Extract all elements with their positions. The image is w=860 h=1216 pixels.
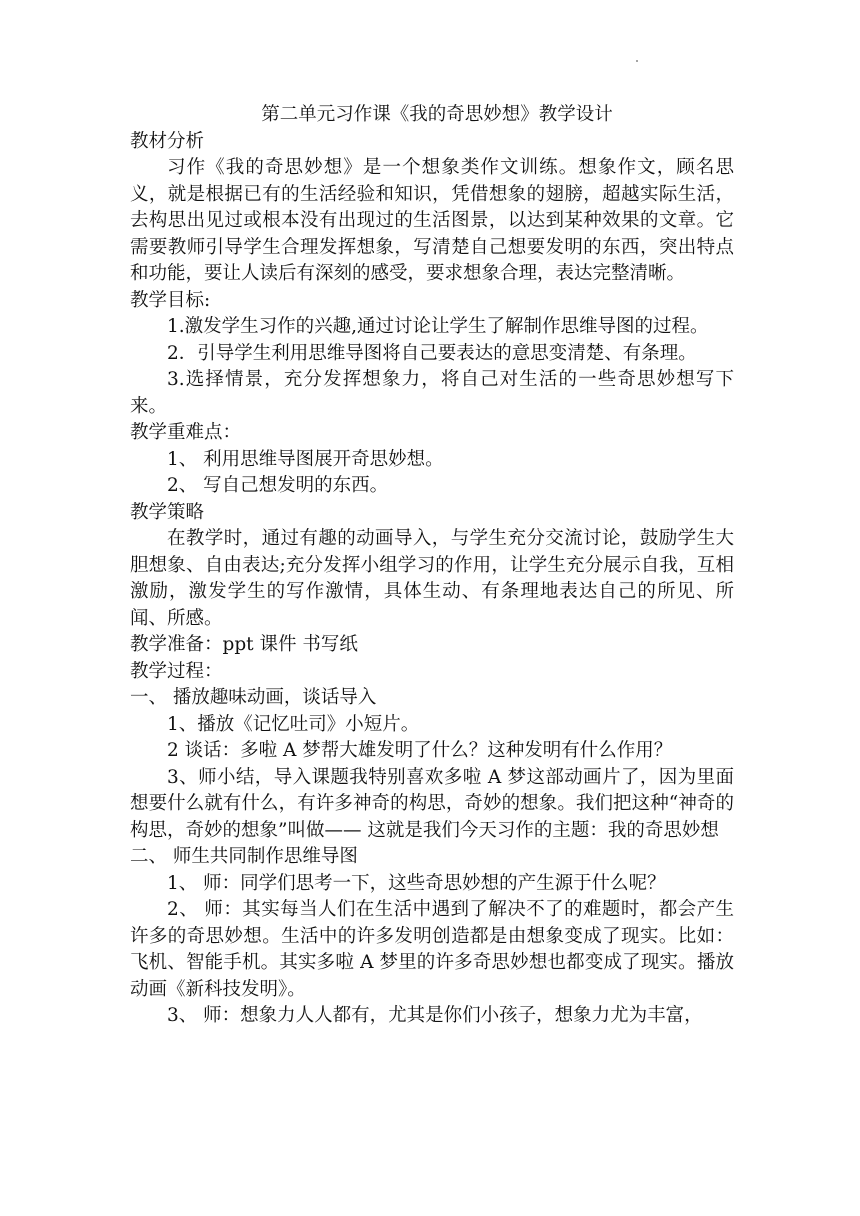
paragraph: 3、师小结，导入课题我特别喜欢多啦 A 梦这部动画片了，因为里面想要什么就有什么，有许多神奇的构思，奇妙的想象。我们把这种“神奇的构思，奇妙的想象”叫做—— 这就是我们今天习作的主题：我的奇思妙想 bbox=[130, 766, 734, 841]
paragraph: 2、 师：其实每当人们在生活中遇到了解决不了的难题时，都会产生许多的奇思妙想。生活中的许多发明创造都是由想象变成了现实。比如：飞机、智能手机。其实多啦 A 梦里的许多奇思妙想也都变成了现实。播放动画《新科技发明》。 bbox=[130, 899, 734, 1000]
step-heading: 二、 师生共同制作思维导图 bbox=[130, 846, 358, 867]
list-item: 2、 写自己想发明的东西。 bbox=[167, 475, 389, 496]
page-mark bbox=[636, 60, 638, 62]
list-item: 1、播放《记忆吐司》小短片。 bbox=[167, 713, 420, 735]
section-heading: 教学目标: bbox=[130, 289, 211, 311]
document-body bbox=[130, 102, 734, 1030]
list-item: 3.选择情景，充分发挥想象力，将自己对生活的一些奇思妙想写下来。 bbox=[130, 369, 734, 417]
list-item: 2 谈话：多啦 A 梦帮大雄发明了什么？这种发明有什么作用？ bbox=[167, 740, 673, 761]
document-title: 第二单元习作课《我的奇思妙想》教学设计 bbox=[261, 104, 613, 125]
list-item: 1、 师：同学们思考一下，这些奇思妙想的产生源于什么呢？ bbox=[167, 872, 666, 894]
paragraph: 在教学时，通过有趣的动画导入，与学生充分交流讨论，鼓励学生大胆想象、自由表达;充分发挥小组学习的作用，让学生充分展示自我，互相激励，激发学生的写作激情，具体生动、有条理地表达自己的所见、所闻、所感。 bbox=[130, 528, 734, 629]
section-heading: 教学过程： bbox=[130, 660, 223, 682]
section-heading: 教学策略 bbox=[130, 501, 205, 523]
paragraph: 习作《我的奇思妙想》是一个想象类作文训练。想象作文，顾名思义，就是根据已有的生活经验和知识，凭借想象的翅膀，超越实际生活，去构思出见过或根本没有出现过的生活图景，以达到某种效果的文章。它需要教师引导学生合理发挥想象，写清楚自己想要发明的东西，突出特点和功能，要让人读后有深刻的感受，要求想象合理，表达完整清晰。 bbox=[130, 157, 734, 284]
section-heading: 教材分析 bbox=[130, 130, 205, 152]
step-heading: 一、 播放趣味动画，谈话导入 bbox=[130, 687, 377, 708]
list-item: 2．引导学生利用思维导图将自己要表达的意思变清楚、有条理。 bbox=[167, 342, 697, 364]
paragraph: 3、 师：想象力人人都有，尤其是你们小孩子，想象力尤为丰富， bbox=[167, 1005, 703, 1026]
section-heading: 教学重难点： bbox=[130, 422, 242, 443]
list-item: 1.激发学生习作的兴趣,通过讨论让学生了解制作思维导图的过程。 bbox=[167, 316, 709, 337]
list-item: 1、 利用思维导图展开奇思妙想。 bbox=[167, 448, 444, 470]
section-heading: 教学准备：ppt 课件 书写纸 bbox=[130, 634, 358, 655]
